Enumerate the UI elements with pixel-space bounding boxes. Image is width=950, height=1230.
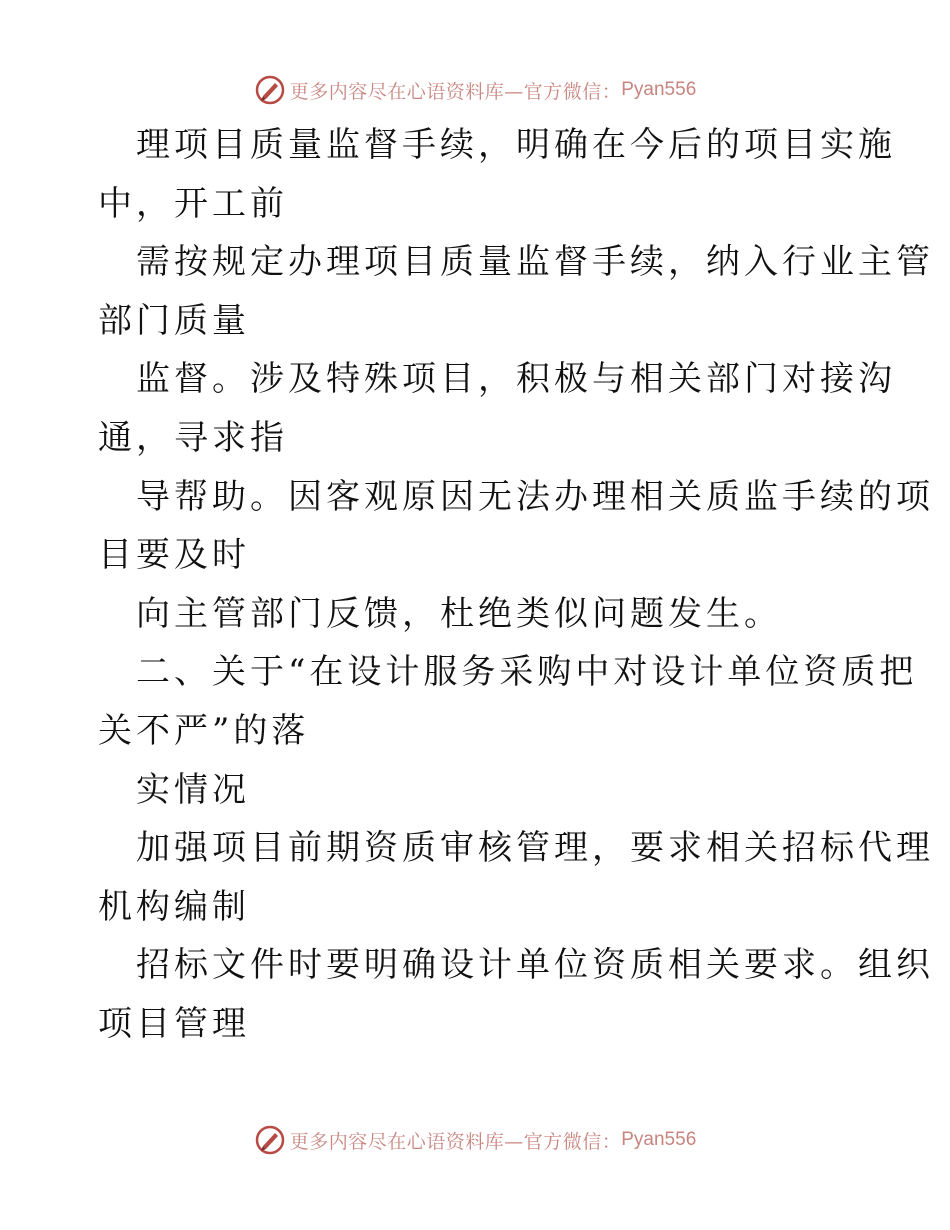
body-line: 机构编制 [98,886,250,927]
pen-logo-icon [254,74,286,106]
footer-banner-text: 更多内容尽在心语资料库—官方微信： [289,1130,622,1153]
body-line: 部门质量 [98,300,250,341]
body-line: 向主管部门反馈，杜绝类似问题发生。 [136,593,782,634]
body-line: 项目管理 [98,1003,250,1044]
section-heading-line: 二、关于“在设计服务采购中对设计单位资质把 [136,652,918,693]
body-line: 通，寻求指 [98,417,288,458]
body-line: 中，开工前 [98,183,288,224]
body-line: 导帮助。因客观原因无法办理相关质监手续的项 [136,476,934,517]
footer-wechat-id: Pyan556 [621,1129,697,1150]
section-heading-line: 实情况 [136,769,250,810]
document-body [98,116,934,1054]
body-line: 需按规定办理项目质量监督手续，纳入行业主管 [136,242,934,283]
footer-banner [0,1120,950,1160]
section-heading-line: 关不严”的落 [98,710,310,751]
pen-logo-icon [254,1124,286,1156]
header-banner-text: 更多内容尽在心语资料库—官方微信： [289,80,622,103]
body-line: 监督。涉及特殊项目，积极与相关部门对接沟 [136,359,896,400]
header-banner [0,70,950,110]
body-line: 理项目质量监督手续，明确在今后的项目实施 [136,125,896,165]
header-wechat-id: Pyan556 [621,79,697,100]
body-line: 加强项目前期资质审核管理，要求相关招标代理 [136,828,934,869]
body-line: 目要及时 [98,535,250,576]
body-line: 招标文件时要明确设计单位资质相关要求。组织 [136,945,934,986]
